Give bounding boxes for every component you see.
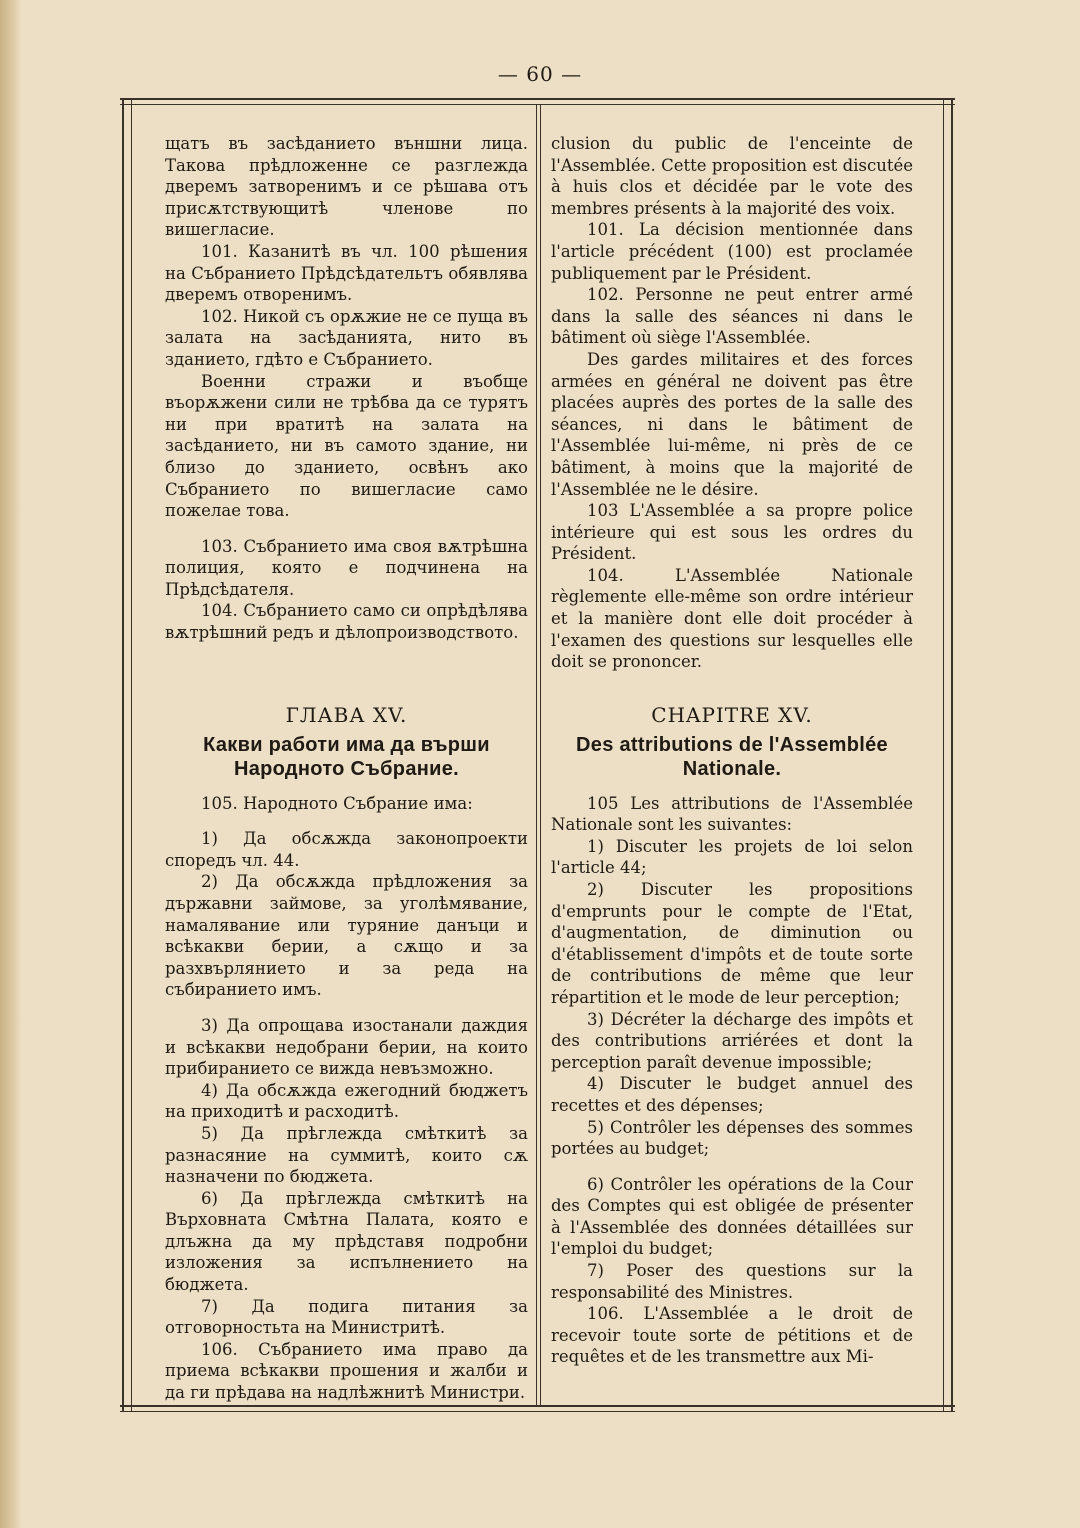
paragraph: 3) Décréter la décharge des impôts et des contributions arriérées et dont la perception paraît devenue impossible; [551,1009,913,1072]
paragraph: 103. Събранието има своя вѫтрѣшна полиция, която е подчинена на Прѣдсѣдателя. [165,536,528,599]
page-number: — 60 — [497,62,583,86]
page-binding-edge [0,0,22,1528]
paragraph: 5) Contrôler les dépenses des sommes portées au budget; [551,1117,913,1159]
paragraph: 101. Казанитѣ въ чл. 100 рѣшения на Събранието Прѣдсѣдательтъ обявлява дверемъ отворенимъ. [165,241,528,305]
frame-rule-top-inner [120,104,955,105]
paragraph: Военни стражи и въобще въорѫжени сили не трѣбва да се турятъ ни при вратитѣ на залата на засѣданието, ни въ самото здание, ни близо до зданието, освѣнъ ако Събранието по вишегласие само пожелае това. [165,371,528,521]
paragraph: 106. Събранието има право да приема всѣкакви прошения и жалби и да ги прѣдава на надлѣжнитѣ Министри. [165,1339,528,1403]
paragraph: 102. Personne ne peut entrer armé dans la salle des séances ni dans le bâtiment où siège l'Assemblée. [551,285,913,348]
column-divider [536,104,537,1406]
paragraph: 104. L'Assemblée Nationale règlemente elle-même son ordre intérieur et la manière dont elle doit procéder à l'examen des questions sur lesquelles elle doit se prononcer. [551,565,913,672]
paragraph: 104. Събранието само си опрѣдѣлява вѫтрѣшний редъ и дѣлопроизводството. [165,601,528,643]
french-column-upper [551,133,913,673]
paragraph: 101. La décision mentionnée dans l'article précédent (100) est proclamée publiquement par le Président. [551,220,913,283]
frame-rule-bottom [120,1405,955,1407]
paragraph: 102. Никой съ орѫжие не се пуща въ залата на засѣданията, нито въ зданието, гдѣто е Събранието. [165,306,528,369]
paragraph: 4) Да обсѫжда ежегодний бюджетъ на приходитѣ и расходитѣ. [165,1080,528,1122]
paragraph: 2) Discuter les propositions d'emprunts pour le compte de l'Etat, d'augmentation, de diminution ou d'établissement d'impôts et de toute sorte de contributions de même que leur répartition et le mode de leur perception; [551,879,913,1007]
frame-rule-top [120,98,955,100]
frame-rule-right [951,98,953,1412]
bulgarian-column-upper [165,133,528,644]
bulgarian-chapter-section [165,705,528,1404]
paragraph: 106. L'Assemblée a le droit de recevoir toute sorte de pétitions et de requêtes et de les transmettre aux Mi- [551,1304,913,1367]
french-chapter-section [551,705,913,1368]
paragraph: щатъ въ засѣданието външни лица. Такова прѣдложенне се разглежда дверемъ затворенимъ и се рѣшава отъ присѫтствующитѣ членове по вишегласие. [165,134,528,240]
chapter-subtitle: Какви работи има да върши Народното Събрание. [203,733,490,780]
paragraph: 1) Да обсѫжда законопроекти споредъ чл. 44. [165,829,528,870]
paragraph: 3) Да опрощава изостанали даждия и всѣкакви недобрани берии, на които прибиранието се вижда невъзможно. [165,1015,528,1079]
frame-rule-left-inner [131,98,132,1412]
paragraph: 7) Poser des questions sur la responsabilité des Ministres. [551,1261,913,1302]
chapter-subtitle: Des attributions de l'Assemblée Nationale. [576,733,888,780]
paragraph: 6) Да прѣглежда смѣткитѣ на Върховната Смѣтна Палата, която е длъжна да му прѣдставя подробни изложения за испълнението на бюджета. [165,1188,528,1295]
paragraph: 105 Les attributions de l'Assemblée Nationale sont les suivantes: [551,793,913,835]
paragraph: 5) Да прѣглежда смѣткитѣ за разнасяние на суммитѣ, които сѫ назначени по бюджета. [165,1123,528,1187]
paragraph: 105. Народното Събрание има: [201,793,473,813]
chapter-title: ГЛАВА XV. [285,703,408,727]
paragraph: 103 L'Assemblée a sa propre police intérieure qui est sous les ordres du Président. [551,501,913,564]
paragraph: 7) Да подига питания за отговорностьта на Министритѣ. [165,1296,528,1338]
paragraph: clusion du public de l'enceinte de l'Assemblée. Cette proposition est discutée à huis clos et décidée par le vote des membres présents à la majorité des voix. [551,134,913,218]
paragraph: 6) Contrôler les opérations de la Cour des Comptes qui est obligée de présenter à l'Assemblée des données détaillées sur l'emploi du budget; [551,1174,913,1259]
column-divider-second [540,104,541,1406]
frame-rule-right-inner [943,98,944,1412]
paragraph: 2) Да обсѫжда прѣдложения за държавни займове, за уголѣмявание, намалявание или туряние данъци и всѣкакви берии, а сѫщо и за разхвърлянието и за реда на събиранието имъ. [165,872,528,1000]
paragraph: 4) Discuter le budget annuel des recettes et des dépenses; [551,1074,913,1115]
frame-rule-bottom-inner [120,1411,955,1412]
chapter-title: CHAPITRE XV. [651,703,813,727]
frame-rule-left [122,98,124,1412]
paragraph: Des gardes militaires et des forces armées en général ne doivent pas être placées auprès des portes de la salle des séances, ni dans le bâtiment de l'Assemblée lui-même, ni près de ce bâtiment, à moins que la majorité de l'Assemblée ne le désire. [551,349,913,499]
paragraph: 1) Discuter les projets de loi selon l'article 44; [551,836,913,878]
